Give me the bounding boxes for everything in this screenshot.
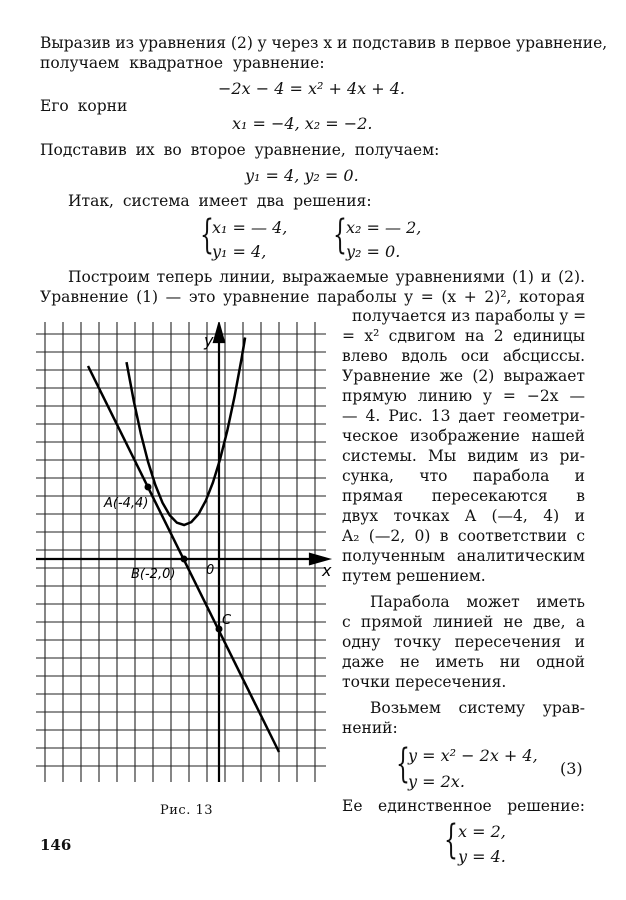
paragraph-line: путем решением. xyxy=(342,567,486,585)
paragraph-line: влево вдоль оси абсциссы. xyxy=(342,347,585,365)
page-number: 146 xyxy=(40,836,72,854)
paragraph-line: получается из параболы y = xyxy=(352,307,587,325)
solution-3-y: y = 4. xyxy=(458,847,506,866)
equation-y-values: y₁ = 4, y₂ = 0. xyxy=(245,166,359,185)
solution-3-x: x = 2, xyxy=(458,822,506,841)
paragraph-line: Его корни xyxy=(40,97,128,115)
figure-13-graph xyxy=(36,322,346,782)
paragraph-line: получаем квадратное уравнение: xyxy=(40,54,325,72)
paragraph-line: ческое изображение нашей xyxy=(342,427,585,445)
paragraph-line: нений: xyxy=(342,719,398,737)
point-b-label: B(-2,0) xyxy=(131,567,176,582)
paragraph-line: = x² сдвигом на 2 единицы xyxy=(342,327,585,345)
paragraph-line: Подставив их во второе уравнение, получаем: xyxy=(40,141,440,159)
paragraph-line: сунка, что парабола и xyxy=(342,467,585,485)
paragraph-line: Уравнение же (2) выражает xyxy=(342,367,585,385)
brace: { xyxy=(396,741,410,787)
point-c-label: C xyxy=(222,613,232,628)
brace: { xyxy=(444,817,458,863)
paragraph-line: двух точках A (—4, 4) и xyxy=(342,507,585,525)
brace: { xyxy=(200,212,214,258)
solution-1-x: x₁ = — 4, xyxy=(212,218,288,237)
paragraph-line: Итак, система имеет два решения: xyxy=(68,192,372,210)
system-3-eq2: y = 2x. xyxy=(408,772,465,791)
figure-caption: Рис. 13 xyxy=(160,803,213,818)
system-3-eq1: y = x² − 2x + 4, xyxy=(408,746,538,765)
paragraph-line: даже не иметь ни одной xyxy=(342,653,585,671)
paragraph-line: системы. Мы видим из ри- xyxy=(342,447,585,465)
axis-x-label: x xyxy=(322,561,332,580)
point-b-marker xyxy=(181,556,188,563)
point-a-label: A(-4,4) xyxy=(104,496,149,511)
solution-1-y: y₁ = 4, xyxy=(212,242,267,261)
paragraph-line: Уравнение (1) — это уравнение параболы y = (x + 2)², которая xyxy=(40,288,585,306)
paragraph-line: полученным аналитическим xyxy=(342,547,585,565)
paragraph-line: Построим теперь линии, выражаемые уравнениями (1) и (2). xyxy=(68,268,585,286)
solution-2-y: y₂ = 0. xyxy=(346,242,401,261)
axes xyxy=(36,324,328,782)
solution-2-x: x₂ = — 2, xyxy=(346,218,422,237)
paragraph-line: — 4. Рис. 13 дает геометри- xyxy=(342,407,585,425)
paragraph-line: с прямой линией не две, а xyxy=(342,613,585,631)
origin-label: 0 xyxy=(206,563,215,578)
paragraph-line: прямая пересекаются в xyxy=(342,487,585,505)
equation-roots: x₁ = −4, x₂ = −2. xyxy=(232,114,373,133)
point-a-marker xyxy=(145,484,152,491)
equation-quadratic: −2x − 4 = x² + 4x + 4. xyxy=(218,79,406,98)
system-3-number: (3) xyxy=(560,759,583,778)
paragraph-line: одну точку пересечения и xyxy=(342,633,585,651)
paragraph-line: точки пересечения. xyxy=(342,673,507,691)
paragraph-line: Ее единственное решение: xyxy=(342,797,585,815)
paragraph-line: A₂ (—2, 0) в соответствии с xyxy=(342,527,585,545)
paragraph-line: Выразив из уравнения (2) y через x и подставив в первое уравнение, xyxy=(40,34,608,52)
paragraph-line: Возьмем систему урав- xyxy=(370,699,585,717)
brace: { xyxy=(333,212,347,258)
paragraph-line: Парабола может иметь xyxy=(370,593,585,611)
paragraph-line: прямую линию y = −2x — xyxy=(342,387,585,405)
axis-y-label: y xyxy=(204,331,214,350)
